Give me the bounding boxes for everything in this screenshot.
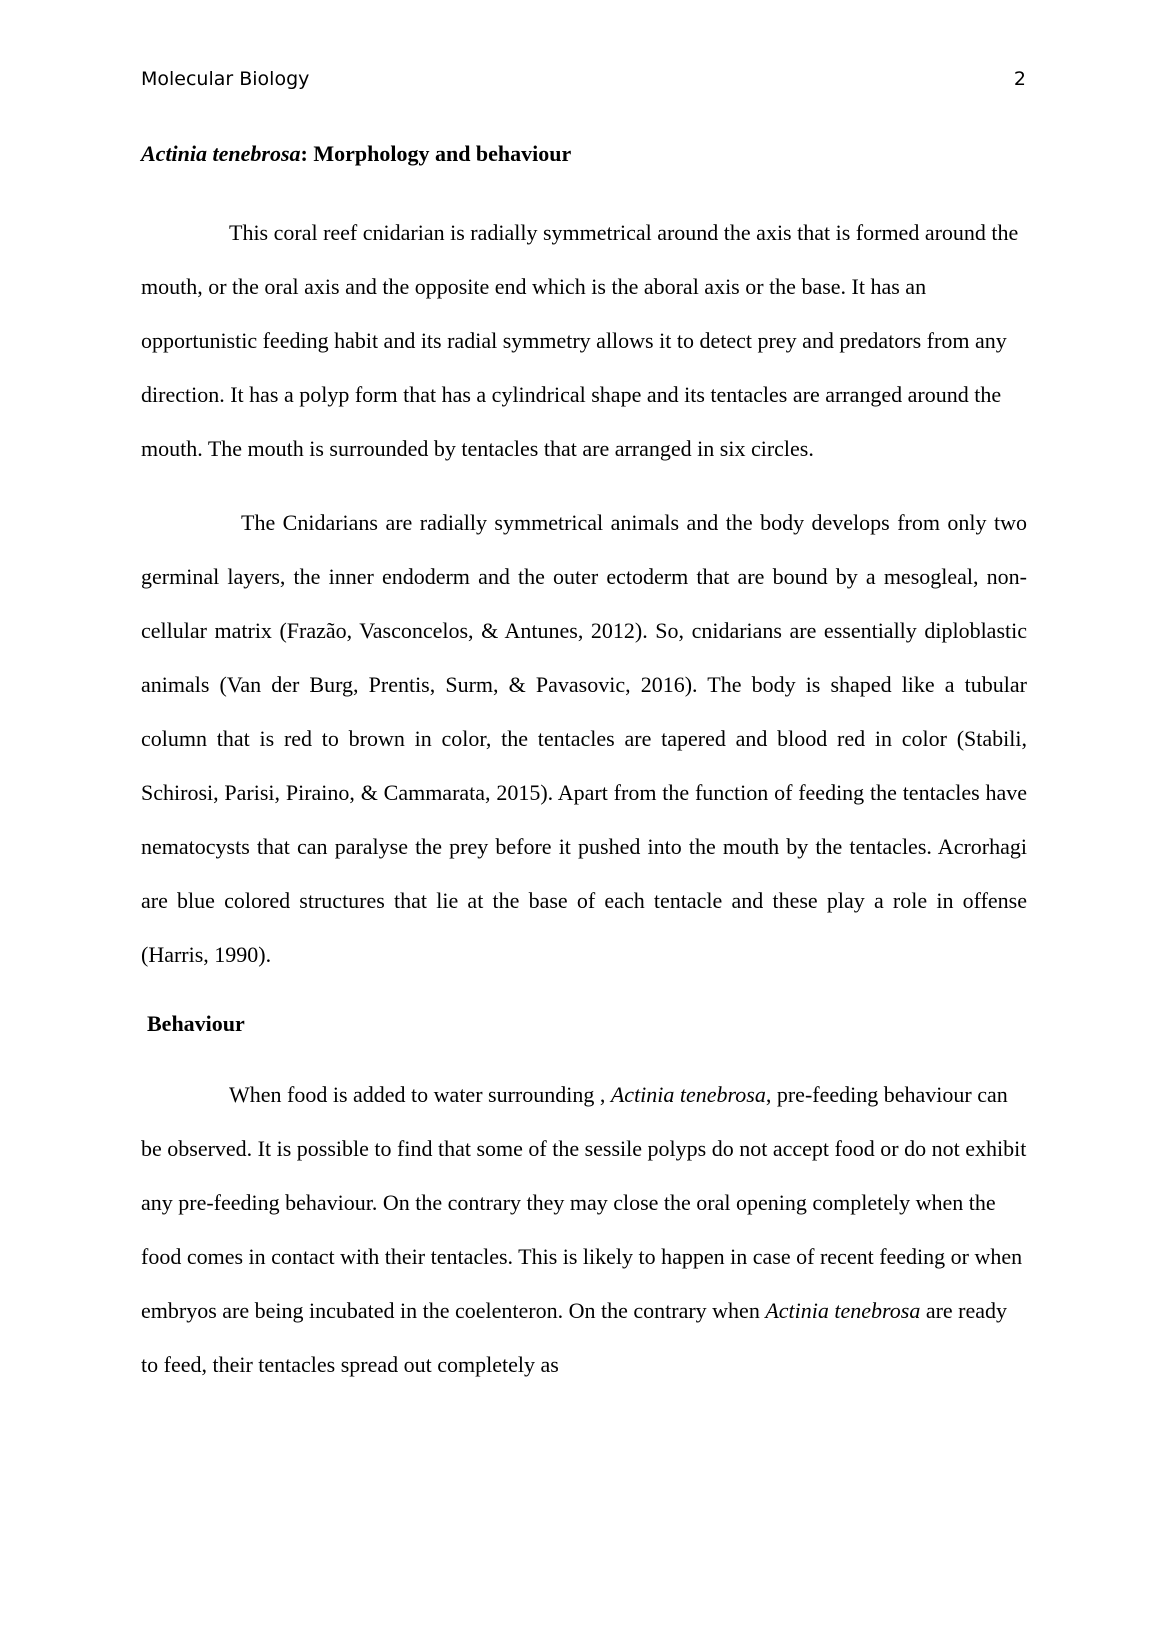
paragraph-cnidarians: The Cnidarians are radially symmetrical animals and the body develops from only two germinal layers, the inner endoderm and the outer ectoderm that are bound by a mesogleal, non-cellular matrix (Frazão, Vasconcelos, & Antunes, 2012). So, cnidarians are essentially diploblastic animals (Van der Burg, Prentis, Surm, & Pavasovic, 2016). The body is shaped like a tubular column that is red to brown in color, the tentacles are tapered and blood red in color (Stabili, Schirosi, Parisi, Piraino, & Cammarata, 2015). Apart from the function of feeding the tentacles have nematocysts that can paralyse the prey before it pushed into the mouth by the tentacles. Acrorhagi are blue colored structures that lie at the base of each tentacle and these play a role in offense (Harris, 1990). xyxy=(141,510,1027,967)
heading-title: : Morphology and behaviour xyxy=(300,141,572,166)
behaviour-text-3: are ready to feed, their tentacles spread out completely as xyxy=(141,1298,1008,1377)
paragraph-symmetry: This coral reef cnidarian is radially symmetrical around the axis that is formed around the mouth, or the oral axis and the opposite end which is the aboral axis or the base. It has an opportunistic feeding habit and its radial symmetry allows it to detect prey and predators from any direction. It has a polyp form that has a cylindrical shape and its tentacles are arranged around the mouth. The mouth is surrounded by tentacles that are arranged in six circles. xyxy=(141,220,1019,461)
behaviour-text-2: , pre-feeding behaviour can be observed. It is possible to find that some of the sessile polyps do not accept food or do not exhibit any pre-feeding behaviour. On the contrary they may close the oral opening completely when the food comes in contact with their tentacles. This is likely to happen in case of recent feeding or when embryos are being incubated in the coelenteron. On the contrary when xyxy=(141,1082,1027,1323)
species-name: Actinia tenebrosa xyxy=(610,1082,766,1107)
running-title: Molecular Biology xyxy=(141,68,310,90)
page-number: 2 xyxy=(1013,68,1026,90)
species-name: Actinia tenebrosa xyxy=(765,1298,921,1323)
heading-species-name: Actinia tenebrosa xyxy=(141,141,301,166)
page-header xyxy=(141,68,1026,96)
behaviour-text-1: When food is added to water surrounding , xyxy=(229,1082,611,1107)
section-heading xyxy=(141,138,1027,170)
paragraph-behaviour xyxy=(141,1068,1027,1392)
behaviour-heading: Behaviour xyxy=(147,1011,245,1036)
document-body xyxy=(141,138,1027,1392)
